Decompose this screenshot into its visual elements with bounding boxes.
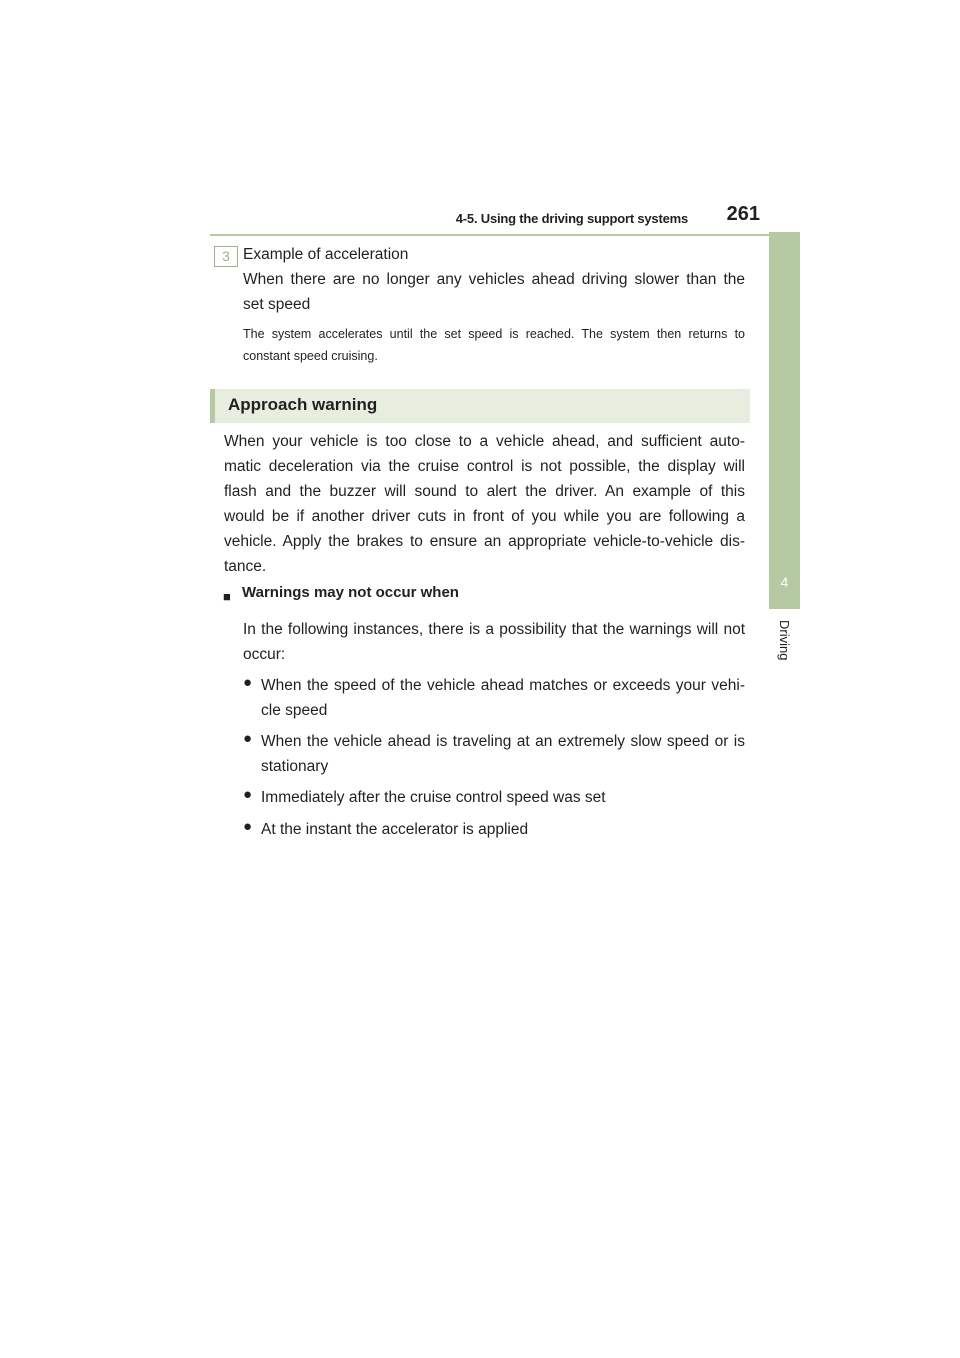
page-header [210, 200, 800, 236]
warnings-subheading: Warnings may not occur when [242, 584, 459, 601]
chapter-number: 4 [780, 574, 789, 590]
approach-warning-heading: Approach warning [228, 395, 378, 414]
intro-line-1: In the following instances, there is a possibility that the warnings will not [243, 621, 745, 638]
step-3-note-line-2: constant speed cruising. [243, 349, 378, 363]
paragraph-line-6: tance. [224, 558, 267, 575]
square-bullet-icon: ■ [223, 589, 231, 604]
bullet-dot-icon: ● [243, 818, 253, 835]
intro-line-2: occur: [243, 646, 286, 663]
bullet-3-line-1: Immediately after the cruise control speed was set [261, 789, 606, 806]
step-3-marker: 3 [214, 246, 238, 267]
bullet-1-line-2: cle speed [261, 702, 328, 719]
paragraph-line-3: flash and the buzzer will sound to alert the driver. An example of this [224, 483, 745, 500]
bullet-2-line-1: When the vehicle ahead is traveling at an extremely slow speed or is [261, 733, 745, 750]
paragraph-line-2: matic deceleration via the cruise control is not possible, the display will [224, 458, 745, 475]
step-3-title: Example of acceleration [243, 246, 409, 263]
step-3-note-line-1: The system accelerates until the set speed is reached. The system then returns to [243, 327, 745, 341]
page-number: 261 [726, 203, 760, 225]
step-3-line-2: set speed [243, 296, 311, 313]
bullet-dot-icon: ● [243, 674, 253, 691]
paragraph-line-5: vehicle. Apply the brakes to ensure an appropriate vehicle-to-vehicle dis- [224, 533, 745, 550]
bullet-2-line-2: stationary [261, 758, 329, 775]
bullet-1-line-1: When the speed of the vehicle ahead matches or exceeds your vehi- [261, 677, 745, 694]
bullet-dot-icon: ● [243, 786, 253, 803]
header-section-title: 4-5. Using the driving support systems [455, 211, 688, 226]
bullet-4-line-1: At the instant the accelerator is applied [261, 821, 529, 838]
chapter-tab [769, 232, 800, 609]
chapter-label: Driving [777, 620, 792, 661]
bullet-dot-icon: ● [243, 730, 253, 747]
paragraph-line-4: would be if another driver cuts in front of you while you are following a [224, 508, 745, 525]
step-3-line-1: When there are no longer any vehicles ahead driving slower than the [243, 271, 745, 288]
paragraph-line-1: When your vehicle is too close to a vehicle ahead, and sufficient auto- [224, 433, 745, 450]
approach-warning-section-bar [210, 389, 750, 423]
